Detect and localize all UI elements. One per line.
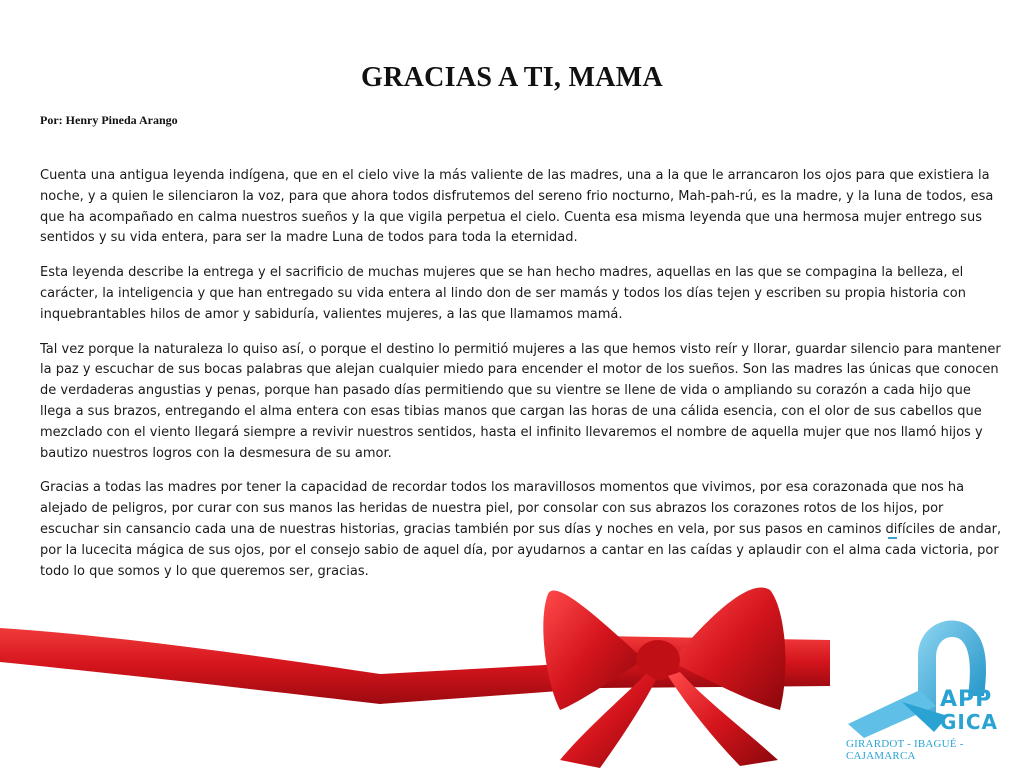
logo-text-gica: GICA [940,710,999,734]
paragraph-3: Tal vez porque la naturaleza lo quiso así, o porque el destino lo permitió mujeres a las que hemos visto reír y llorar, guardar silencio para mantener la paz y escuchar de sus bocas palabras que alejan cualquier miedo para encender el motor de los sueños. Son las madres las únicas que conocen de verdaderas angustias y penas, porque han pasado días permitiendo que su vientre se llene de vida o ampliando su corazón a cada hijo que llega a sus brazos, entregando el alma entera con esas tibias manos que cargan las horas de una cálida esencia, con el olor de sus cabellos que mezclado con el viento llegará siempre a revivir nuestros sentidos, hasta el infinito llevaremos el nombre de aquella mujer que nos llamó hijos y bautizo nuestros logros con la desmesura de su amor. [40,341,1001,461]
paragraph-4: Gracias a todas las madres por tener la capacidad de recordar todos los maravillosos momentos que vivimos, por esa corazonada que nos ha alejado de peligros, por curar con sus manos las heridas de nuestra piel, por consolar con sus abrazos los corazones rotos de los hijos, por escuchar sin cansancio cada una de nuestras historias, gracias también por sus días y noches en vela, por sus pasos en caminos difíciles de andar, por la lucecita mágica de sus ojos, por el consejo sabio de aquel día, por ayudarnos a cantar en las caídas y aplaudir con el alma cada victoria, por todo lo que somos y lo que queremos ser, gracias. [40,480,1002,579]
decorative-dash [888,537,897,539]
paragraph-1: Cuenta una antigua leyenda indígena, que en el cielo vive la más valiente de las madres, una a la que le arrancaron los ojos para que existiera la noche, y a quien le silenciaron la voz, para que ahora todos disfrutemos del sereno frio nocturno, Mah-pah-rú, es la madre, y la luna de todos, esa que ha acompañado en calma nuestros sueños y la que vigila perpetua el cielo. Cuenta esa misma leyenda que una hermosa mujer entrego sus sentidos y su vida entera, para ser la madre Luna de todos para toda la eternidad. [40,168,994,246]
logo-text-app: APP [940,687,993,712]
red-bow-ribbon-icon [0,570,840,768]
paragraph-2: Esta leyenda describe la entrega y el sacrificio de muchas mujeres que se han hecho madres, aquellas en las que se compagina la belleza, el carácter, la inteligencia y que han entregado su vida entera al lindo don de ser mamás y todos los días tejen y escriben su propia historia con inquebrantables hilos de amor y sabiduría, valientes mujeres, a las que llamamos mamá. [40,265,966,322]
document-body [40,166,1002,596]
author-byline: Por: Henry Pineda Arango [40,113,178,127]
page-title: GRACIAS A TI, MAMA [360,62,664,93]
logo-tagline: GIRARDOT - IBAGUÉ - CAJAMARCA [846,738,964,762]
